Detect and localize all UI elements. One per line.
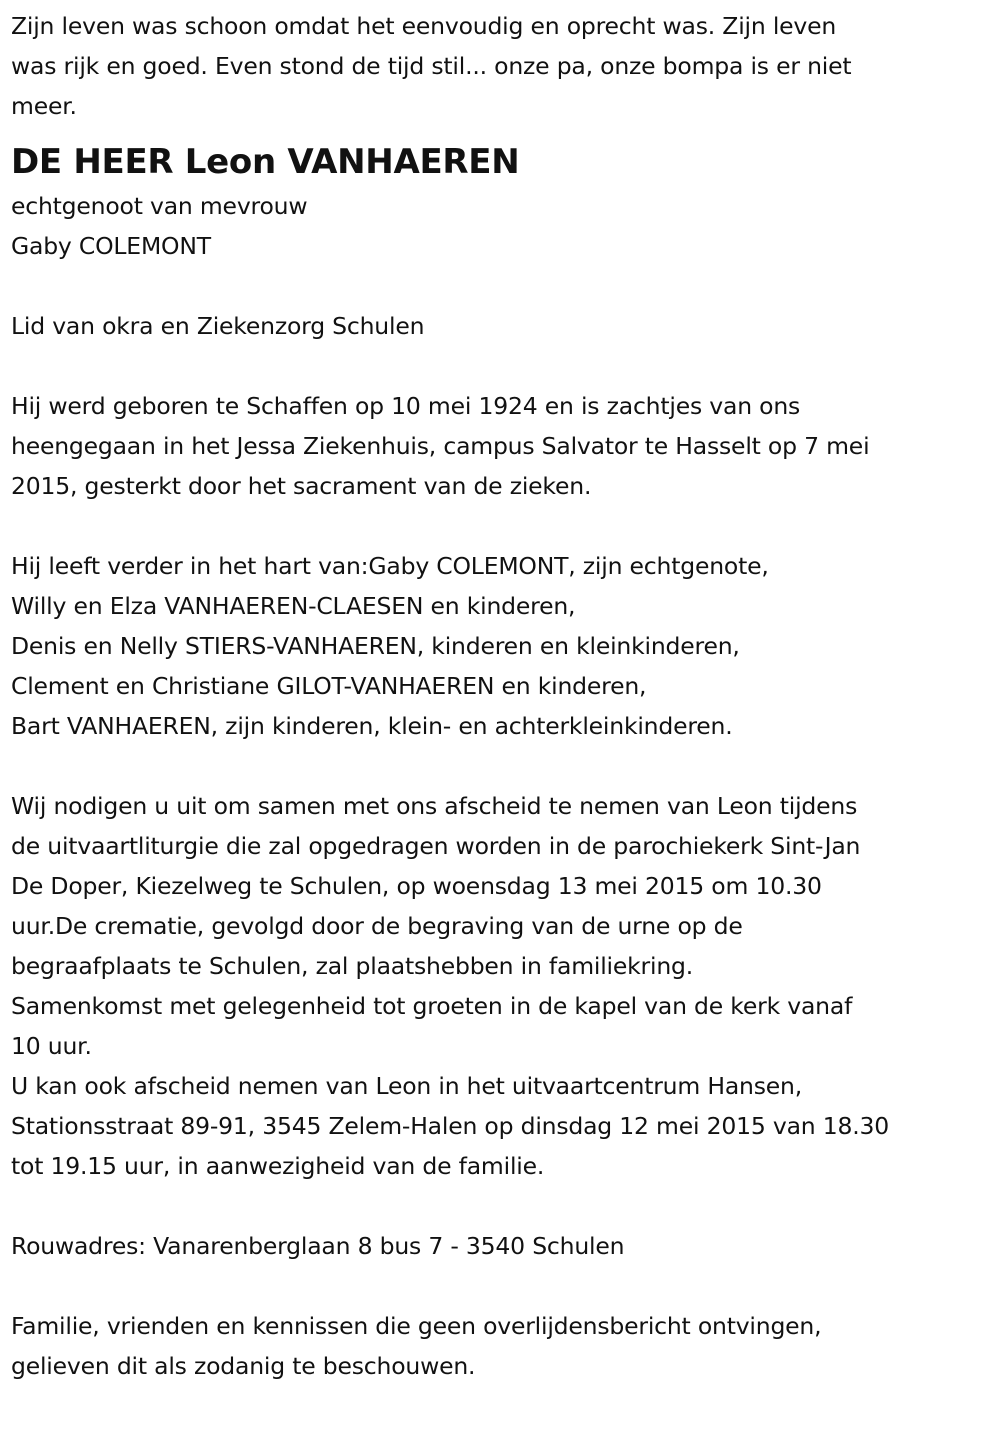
birth-death-line: heengegaan in het Jessa Ziekenhuis, campus Salvator te Hasselt op 7 mei — [11, 432, 870, 460]
paragraph-spacer — [11, 506, 996, 546]
intro-paragraph — [11, 6, 996, 126]
survivor-line: Bart VANHAEREN, zijn kinderen, klein- en achterkleinkinderen. — [11, 712, 733, 740]
paragraph-spacer — [11, 346, 996, 386]
survivor-line: Denis en Nelly STIERS-VANHAEREN, kinderen en kleinkinderen, — [11, 632, 740, 660]
survivor-line: Hij leeft verder in het hart van:Gaby COLEMONT, zijn echtgenote, — [11, 552, 769, 580]
obituary-document — [11, 6, 996, 1386]
birth-death-line: 2015, gesterkt door het sacrament van de zieken. — [11, 472, 592, 500]
ceremony-line: U kan ook afscheid nemen van Leon in het uitvaartcentrum Hansen, — [11, 1072, 802, 1100]
ceremony-line: tot 19.15 uur, in aanwezigheid van de familie. — [11, 1152, 545, 1180]
ceremony-line: Wij nodigen u uit om samen met ons afscheid te nemen van Leon tijdens — [11, 792, 858, 820]
closing-line: Familie, vrienden en kennissen die geen overlijdensbericht ontvingen, — [11, 1312, 822, 1340]
ceremony-line: uur.De crematie, gevolgd door de begraving van de urne op de — [11, 912, 743, 940]
ceremony-line: Samenkomst met gelegenheid tot groeten in de kapel van de kerk vanaf — [11, 992, 853, 1020]
paragraph-spacer — [11, 1186, 996, 1226]
survivor-line: Willy en Elza VANHAEREN-CLAESEN en kinderen, — [11, 592, 576, 620]
birth-death-paragraph — [11, 386, 996, 506]
spouse-line: Gaby COLEMONT — [11, 232, 211, 260]
birth-death-line: Hij werd geboren te Schaffen op 10 mei 1924 en is zachtjes van ons — [11, 392, 801, 420]
mourning-address: Rouwadres: Vanarenberglaan 8 bus 7 - 3540 Schulen — [11, 1232, 625, 1260]
ceremony-paragraph — [11, 786, 996, 1186]
survivors-paragraph — [11, 546, 996, 746]
survivor-line: Clement en Christiane GILOT-VANHAEREN en kinderen, — [11, 672, 647, 700]
ceremony-line: begraafplaats te Schulen, zal plaatshebben in familiekring. — [11, 952, 694, 980]
ceremony-line: De Doper, Kiezelweg te Schulen, op woensdag 13 mei 2015 om 10.30 — [11, 872, 822, 900]
ceremony-line: de uitvaartliturgie die zal opgedragen worden in de parochiekerk Sint-Jan — [11, 832, 861, 860]
closing-line: gelieven dit als zodanig te beschouwen. — [11, 1352, 476, 1380]
deceased-name-heading: DE HEER Leon VANHAEREN — [11, 142, 520, 182]
membership-line: Lid van okra en Ziekenzorg Schulen — [11, 312, 425, 340]
paragraph-spacer — [11, 266, 996, 306]
paragraph-spacer — [11, 746, 996, 786]
paragraph-spacer — [11, 1266, 996, 1306]
ceremony-line: 10 uur. — [11, 1032, 92, 1060]
spouse-line: echtgenoot van mevrouw — [11, 192, 308, 220]
ceremony-line: Stationsstraat 89-91, 3545 Zelem-Halen op dinsdag 12 mei 2015 van 18.30 — [11, 1112, 890, 1140]
intro-line: was rijk en goed. Even stond de tijd stil... onze pa, onze bompa is er niet — [11, 52, 852, 80]
spouse-paragraph — [11, 186, 996, 266]
closing-paragraph — [11, 1306, 996, 1386]
intro-line: meer. — [11, 92, 77, 120]
intro-line: Zijn leven was schoon omdat het eenvoudig en oprecht was. Zijn leven — [11, 12, 837, 40]
